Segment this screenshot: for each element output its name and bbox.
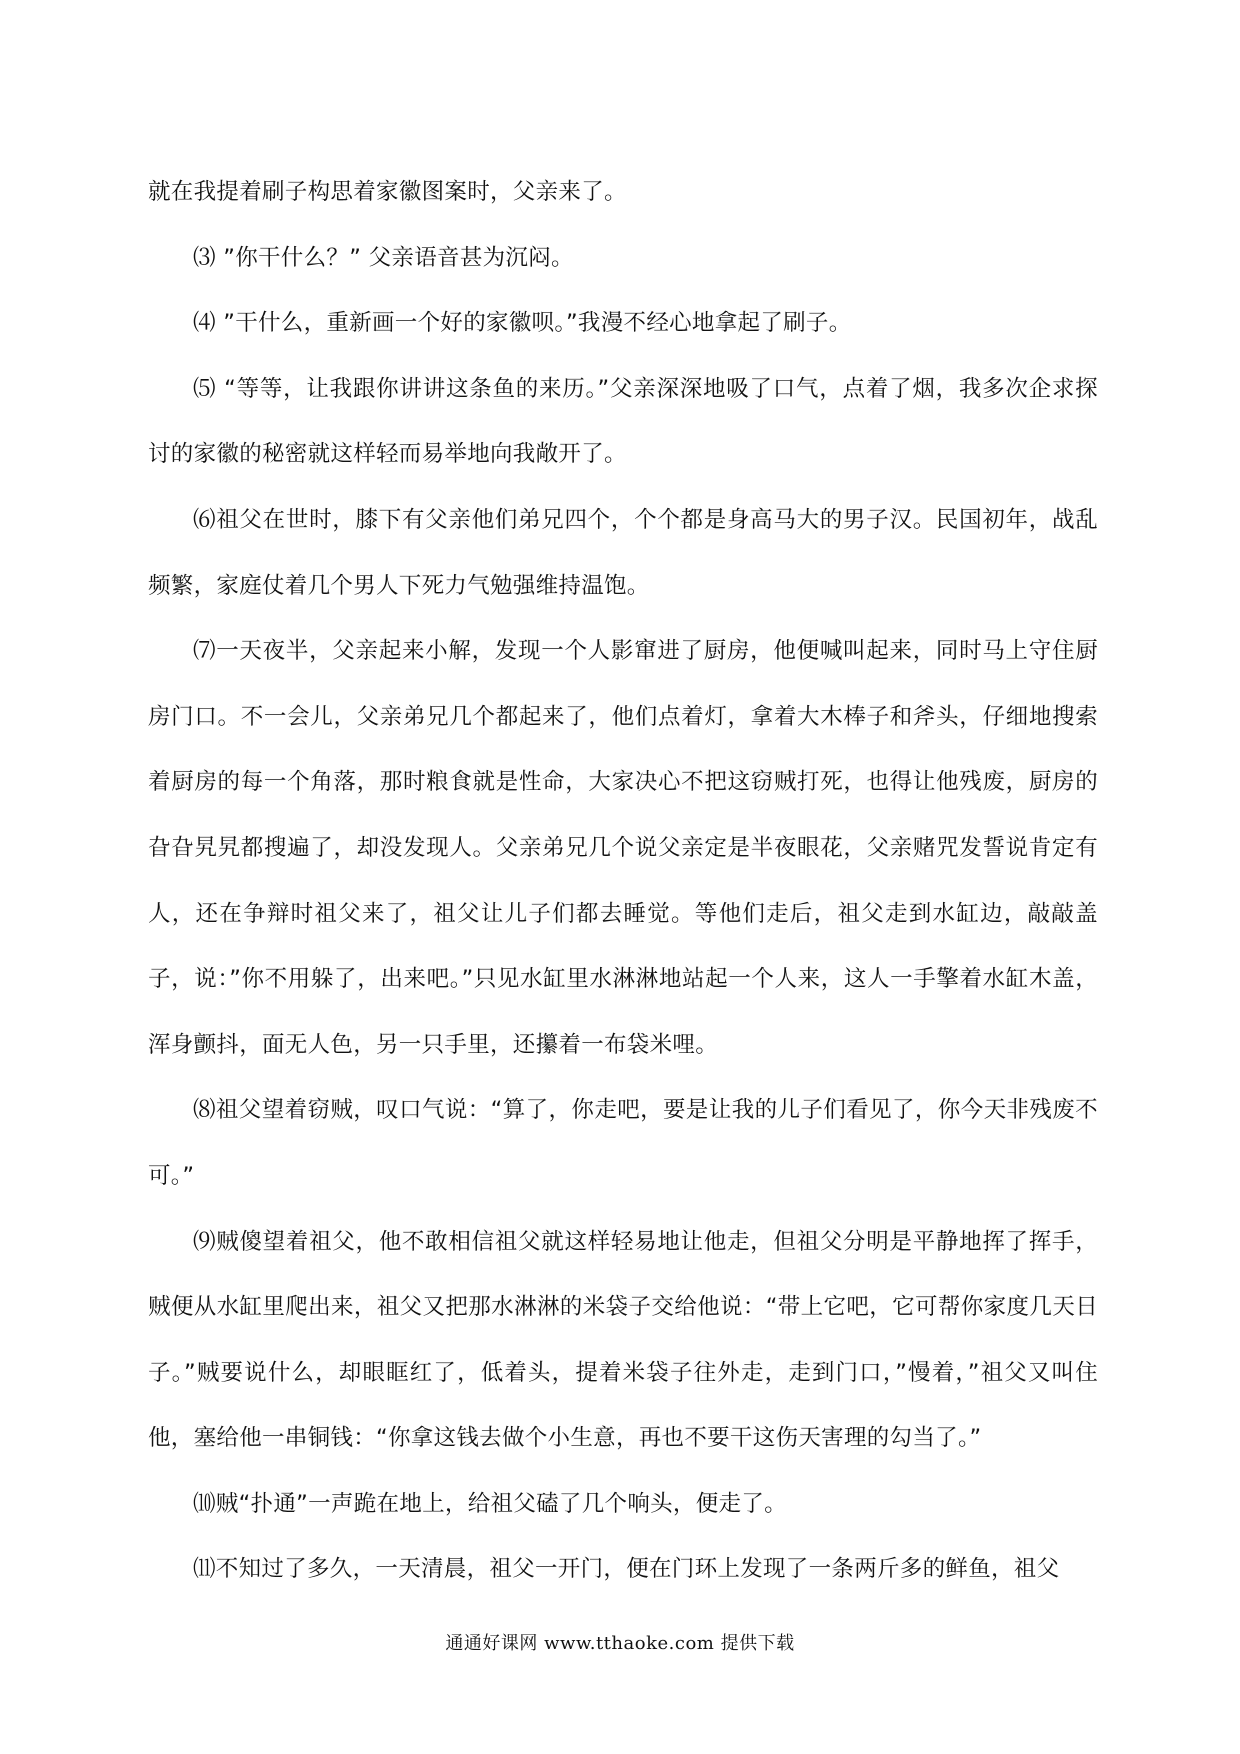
page-footer: 通通好课网 www.tthaoke.com 提供下载 <box>445 1633 795 1654</box>
paragraph-11: ⑾不知过了多久，一天清晨，祖父一开门，便在门环上发现了一条两斤多的鲜鱼，祖父 <box>193 1556 1060 1583</box>
paragraph-5: ⑸ “等等，让我跟你讲讲这条鱼的来历。”父亲深深地吸了口气，点着了烟，我多次企求探讨的家徽的秘密就这样轻而易举地向我敞开了。 <box>148 375 1098 468</box>
paragraph-3: ⑶ ”你干什么？” 父亲语音甚为沉闷。 <box>193 244 574 271</box>
document-body <box>148 160 1098 1603</box>
paragraph-6: ⑹祖父在世时，膝下有父亲他们弟兄四个，个个都是身高马大的男子汉。民国初年，战乱频繁，家庭仗着几个男人下死力气勉强维持温饱。 <box>148 506 1098 599</box>
paragraph-1: 就在我提着刷子构思着家徽图案时，父亲来了。 <box>148 179 627 205</box>
paragraph-10: ⑽贼“扑通”一声跪在地上，给祖父磕了几个响头，便走了。 <box>193 1490 787 1517</box>
paragraph-9: ⑼贼傻望着祖父，他不敢相信祖父就这样轻易地让他走，但祖父分明是平静地挥了挥手，贼便从水缸里爬出来，祖父又把那水淋淋的米袋子交给他说：“带上它吧，它可帮你家度几天日子。”贼要说什么，却眼眶红了，低着头，提着米袋子往外走，走到门口，”慢着，”祖父又叫住他，塞给他一串铜钱：“你拿这钱去做个小生意，再也不要干这伤天害理的勾当了。” <box>148 1228 1098 1452</box>
paragraph-8: ⑻祖父望着窃贼，叹口气说：“算了，你走吧，要是让我的儿子们看见了，你今天非残废不可。” <box>148 1097 1098 1189</box>
paragraph-7: ⑺一天夜半，父亲起来小解，发现一个人影窜进了厨房，他便喊叫起来，同时马上守住厨房门口。不一会儿，父亲弟兄几个都起来了，他们点着灯，拿着大木棒子和斧头，仔细地搜索着厨房的每一个角落，那时粮食就是性命，大家决心不把这窃贼打死，也得让他残废，厨房的旮旮旯旯都搜遍了，却没发现人。父亲弟兄几个说父亲定是半夜眼花，父亲赌咒发誓说肯定有人，还在争辩时祖父来了，祖父让儿子们都去睡觉。等他们走后，祖父走到水缸边，敲敲盖子，说：”你不用躲了，出来吧。”只见水缸里水淋淋地站起一个人来，这人一手擎着水缸木盖，浑身颤抖，面无人色，另一只手里，还攥着一布袋米哩。 <box>148 638 1098 1058</box>
paragraph-4: ⑷ ”干什么，重新画一个好的家徽呗。”我漫不经心地拿起了刷子。 <box>193 310 852 337</box>
